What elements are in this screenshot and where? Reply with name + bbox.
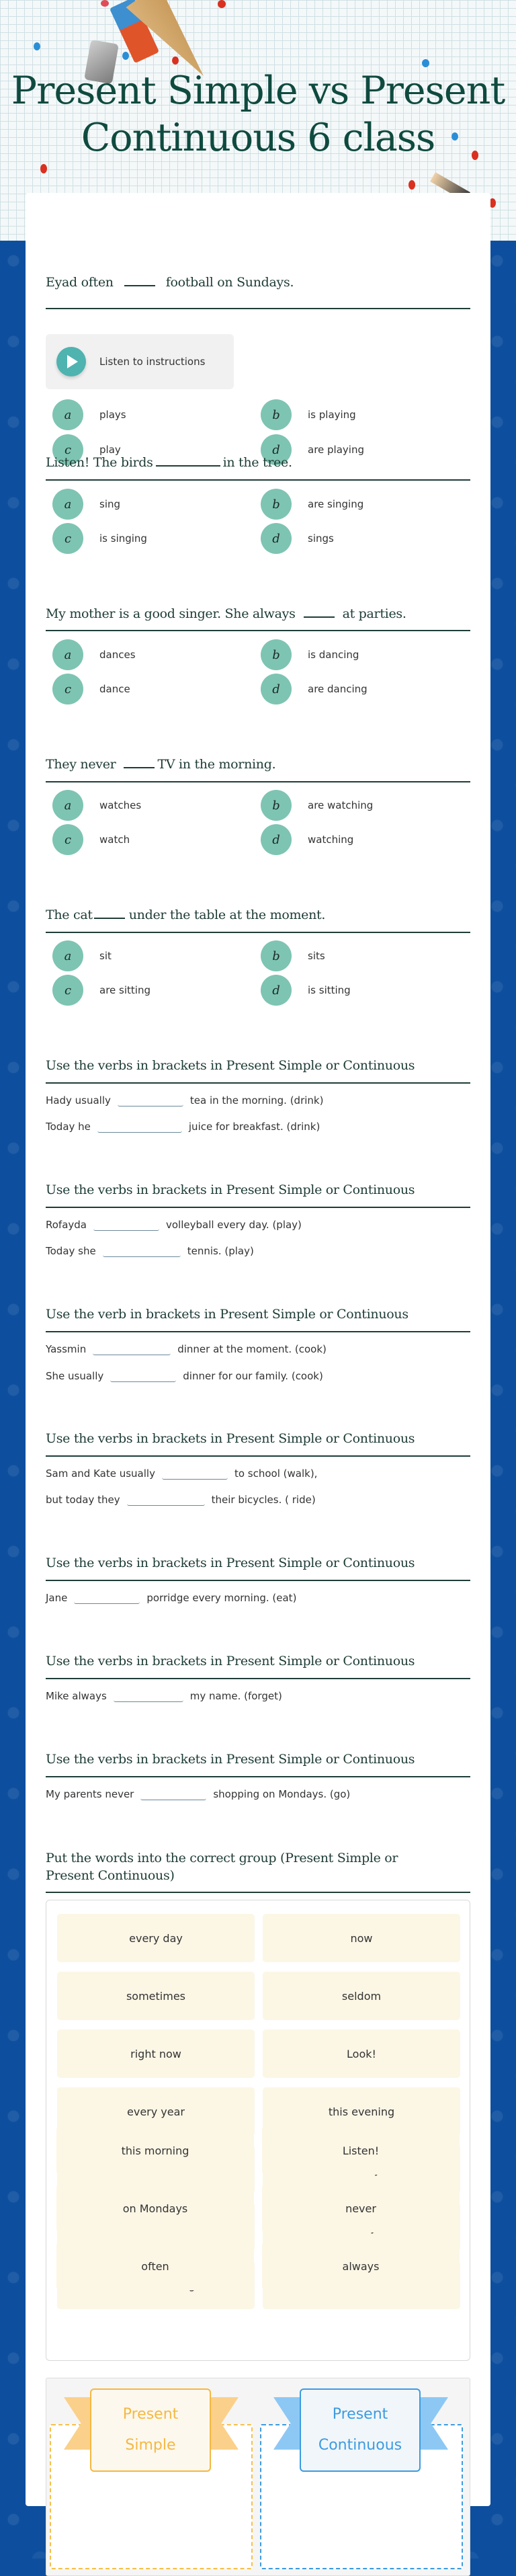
row-before: Today he [46,1121,91,1133]
row-after: volleyball every day. (play) [166,1219,302,1231]
word-tile[interactable]: never [262,2184,460,2232]
answer-input[interactable] [118,1089,183,1106]
option-text: watching [308,834,354,846]
blank [304,616,335,618]
option-letter: b [261,399,292,430]
prompt-after: TV in the morning. [157,757,276,772]
sort-title [46,1849,398,1884]
row-after: tennis. (play) [187,1245,254,1257]
word-tile[interactable]: this morning [56,2126,254,2175]
divider [46,1455,470,1457]
group-label-line: Simple [125,2437,176,2454]
option-text: sits [308,950,325,962]
word-tile[interactable]: right now [57,2029,255,2078]
title-line-1: Present Simple vs Present [11,69,505,113]
dot-decoration [172,56,179,65]
option-d[interactable] [261,674,368,704]
prompt-after: under the table at the moment. [128,908,326,922]
option-c[interactable] [52,524,147,553]
fill-7-title: Use the verbs in brackets in Present Simple or Continuous [46,1752,415,1767]
answer-input[interactable] [103,1240,181,1257]
option-b[interactable] [261,640,359,670]
question-1-prompt [46,275,294,290]
row-before: Jane [46,1592,68,1604]
group-drop-area [46,2378,470,2576]
play-icon [56,347,86,376]
option-b[interactable] [261,489,363,519]
fill-5-title: Use the verbs in brackets in Present Simple or Continuous [46,1556,415,1570]
row-before: Yassmin [46,1343,87,1355]
prompt-before: My mother is a good singer. She always [46,606,296,621]
option-letter: b [261,940,292,971]
fill-3-title: Use the verb in brackets in Present Simple or Continuous [46,1307,408,1322]
option-b[interactable] [261,400,356,430]
option-letter: d [261,975,292,1006]
word-tile[interactable]: every day [57,1914,255,1962]
option-text: sit [99,950,112,962]
prompt-before: Eyad often [46,275,114,290]
option-text: are singing [308,498,364,510]
dot-decoration [422,59,429,67]
option-letter: c [52,975,83,1006]
option-a[interactable] [52,791,141,820]
fill-row [46,1488,316,1506]
row-before: Today she [46,1245,96,1257]
row-after: tea in the morning. (drink) [189,1094,324,1106]
row-after: juice for breakfast. (drink) [188,1121,320,1133]
divider [46,1678,470,1679]
option-letter: d [261,824,292,855]
divider [46,1580,470,1581]
answer-input[interactable] [110,1365,176,1382]
option-letter: a [52,790,83,821]
option-text: play [99,444,121,456]
option-letter: b [261,790,292,821]
dot-decoration [122,52,129,60]
answer-input[interactable] [127,1488,205,1506]
option-letter: a [52,639,83,670]
page-title [0,67,516,161]
answer-input[interactable] [93,1338,171,1355]
answer-input[interactable] [93,1213,159,1231]
row-before: She usually [46,1370,104,1382]
word-tile[interactable]: on Mondays [56,2184,254,2232]
answer-input[interactable] [114,1685,183,1702]
option-text: are watching [308,799,374,811]
option-letter: c [52,824,83,855]
option-letter: c [52,434,83,465]
option-text: sing [99,498,121,510]
divider [46,1331,470,1332]
option-letter: c [52,523,83,554]
divider [46,1892,470,1893]
row-after: to school (walk), [234,1467,318,1480]
fill-row [46,1783,350,1800]
blank [124,767,155,768]
option-b[interactable] [261,941,325,971]
option-d[interactable] [261,825,353,854]
option-text: watches [99,799,142,811]
group-label-line: Continuous [318,2437,402,2454]
option-b[interactable] [261,791,373,820]
answer-input[interactable] [97,1115,182,1133]
option-a[interactable] [52,941,112,971]
row-after: dinner at the moment. (cook) [177,1343,327,1355]
option-letter: d [261,674,292,705]
fill-row [46,1365,323,1382]
prompt-before: They never [46,757,116,772]
option-text: plays [99,409,126,421]
question-3-prompt [46,606,406,621]
row-before: Hady usually [46,1094,111,1106]
dot-decoration [34,42,40,50]
row-before: but today they [46,1494,120,1506]
word-tile[interactable]: often [56,2242,254,2290]
fill-6-title: Use the verbs in brackets in Present Simple or Continuous [46,1654,415,1668]
option-letter: a [52,489,83,520]
prompt-after: in the tree. [222,455,292,470]
listen-label: Listen to instructions [99,356,206,368]
option-text: are sitting [99,984,150,996]
fill-2-title: Use the verbs in brackets in Present Simple or Continuous [46,1182,415,1197]
word-tile[interactable]: Listen! [262,2126,460,2175]
divider [46,781,470,782]
question-4-prompt [46,757,275,772]
option-text: dances [99,649,136,661]
option-letter: c [52,674,83,705]
dot-decoration [408,180,415,190]
sort-title-line-1: Put the words into the correct group (Present Simple or [46,1851,398,1865]
question-5-prompt [46,908,325,922]
fill-row [46,1089,323,1106]
fill-row [46,1213,302,1231]
option-letter: d [261,523,292,554]
present-simple-label [90,2388,211,2472]
prompt-after: football on Sundays. [165,275,294,290]
option-c[interactable] [52,825,130,854]
dot-decoration [40,164,47,173]
row-after: porridge every morning. (eat) [146,1592,297,1604]
option-d[interactable] [261,975,351,1005]
row-after: their bicycles. ( ride) [211,1494,316,1506]
blank [124,285,155,286]
option-text: is sitting [308,984,351,996]
option-text: are playing [308,444,364,456]
word-tile[interactable]: every year [57,2087,255,2136]
answer-input[interactable] [74,1586,140,1604]
row-after: shopping on Mondays. (go) [213,1788,351,1800]
answer-input[interactable] [162,1462,228,1480]
row-before: Mike always [46,1690,107,1702]
option-c[interactable] [52,674,130,704]
word-tile[interactable]: now [263,1914,460,1962]
fill-row [46,1586,296,1604]
group-label-line: Present [332,2406,388,2423]
fill-row [46,1115,320,1133]
word-tile[interactable]: Look! [263,2029,460,2078]
divider [46,1082,470,1084]
fill-4-title: Use the verbs in brackets in Present Simple or Continuous [46,1431,415,1446]
option-text: are dancing [308,683,368,695]
option-text: dance [99,683,130,695]
row-after: my name. (forget) [189,1690,282,1702]
divider [46,1776,470,1777]
word-tile[interactable]: this evening [263,2087,460,2136]
option-text: is dancing [308,649,359,661]
fill-row [46,1240,254,1257]
row-after: dinner for our family. (cook) [183,1370,323,1382]
fill-1-title: Use the verbs in brackets in Present Simple or Continuous [46,1058,415,1073]
option-text: watch [99,834,130,846]
option-letter: a [52,940,83,971]
row-before: Rofayda [46,1219,87,1231]
row-before: Sam and Kate usually [46,1467,155,1480]
divider [46,630,470,631]
option-a[interactable] [52,400,126,430]
blank [94,918,125,919]
word-tile[interactable]: always [262,2242,460,2290]
dot-decoration [218,0,226,8]
option-text: is playing [308,409,356,421]
option-letter: a [52,399,83,430]
divider [46,932,470,933]
option-text: is singing [99,532,147,545]
group-label-line: Present [122,2406,179,2423]
present-continuous-label [300,2388,421,2472]
option-letter: b [261,639,292,670]
dot-decoration [101,0,109,7]
option-d[interactable] [261,524,334,553]
fill-row [46,1685,282,1702]
divider [46,1207,470,1208]
option-letter: d [261,434,292,465]
option-a[interactable] [52,640,136,670]
fill-row [46,1462,317,1480]
divider [46,308,470,309]
option-c[interactable] [52,975,150,1005]
question-2-prompt [46,455,292,470]
title-line-2: Continuous 6 class [81,116,435,160]
answer-input[interactable] [140,1783,206,1800]
prompt-after: at parties. [342,606,406,621]
prompt-before: Listen! The birds [46,455,153,470]
option-text: sings [308,532,334,545]
listen-to-instructions-button[interactable] [46,334,234,389]
fill-row [46,1338,327,1355]
divider [46,479,470,481]
word-tile[interactable]: sometimes [57,1972,255,2020]
row-before: My parents never [46,1788,134,1800]
prompt-before: The cat [46,908,93,922]
blank [156,465,220,467]
sort-title-line-2: Present Continuous) [46,1868,175,1883]
option-a[interactable] [52,489,120,519]
word-tile[interactable]: seldom [263,1972,460,2020]
option-letter: b [261,489,292,520]
